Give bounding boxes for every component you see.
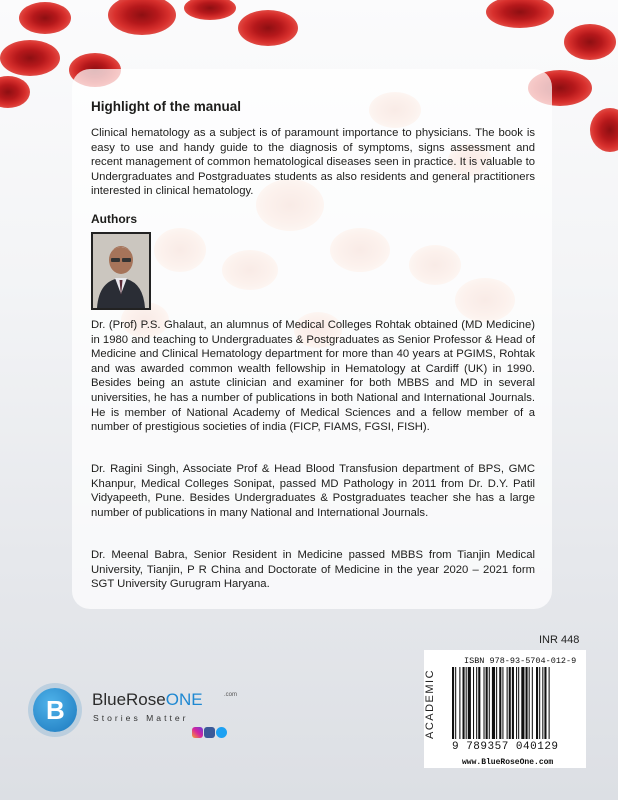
author-bio-babra: Dr. Meenal Babra, Senior Resident in Medicine passed MBBS from Tianjin Medical University, Tianjin, P R China and Doctorate of Medicine in the year 2020 – 2021 form SGT University Gurugram Haryana. [91,549,535,591]
author-bio-ghalaut: Dr. (Prof) P.S. Ghalaut, an alumnus of Medical Colleges Rohtak obtained (MD Medicine) in 1980 and teaching to Undergraduates & Postgraduates as Senior Professor & Head of Medicine and Clinical Hematology department for more than 40 years at PGIMS, Rohtak and was awarded common wealth fellowship in Hematology at Cardiff (UK) in 1990. Besides being an astute clinician and examiner for both MBBS and MD in several universities, he has a number of publications in both National and International Journals. He is member of National Academy of Medical Sciences and a fellow member of a number of prestigious societies of india (FICP, FIAMS, FGSI, FISH). [91,319,535,434]
social-icons [192,727,227,738]
twitter-icon[interactable] [216,727,227,738]
author-bio-singh: Dr. Ragini Singh, Associate Prof & Head Blood Transfusion department of BPS, GMC Khanpur, Medical Colleges Sonipat, passed MD Pathology in 2011 from Dr. D.Y. Patil Vidyapeeth, Pune. Besides Undergraduates & Postgraduates teacher she has a large number of publications in many National and International Journals. [91,463,535,519]
price-label: INR 448 [539,634,580,646]
publisher-domain-suffix: .com [224,692,238,698]
facebook-icon[interactable] [204,727,215,738]
highlight-heading: Highlight of the manual [91,99,241,114]
publisher-name-part1: BlueRose [92,690,166,709]
publisher-name-part2: ONE [165,690,203,709]
authors-heading: Authors [91,212,137,226]
author-photo [91,232,151,310]
instagram-icon[interactable] [192,727,203,738]
isbn-label: ISBN 978-93-5704-012-9 [464,656,577,666]
bluerose-logo-icon: B [33,688,77,732]
website-url: www.BlueRoseOne.com [462,758,554,767]
publisher-tagline: Stories Matter [93,713,189,723]
highlight-body: Clinical hematology as a subject is of paramount importance to physicians. The book is easy to use and handy guide to the diagnosis of symptoms, signs assessment and recent management of common hematological diseases seen in practice. It is valuable to Undergraduates and Postgraduates students as also residents and general practitioners interested in clinical hematology. [91,127,535,198]
isbn-digits: 9 789357 040129 [452,741,559,753]
publisher-name [92,690,203,710]
category-label: ACADEMIC [424,668,436,740]
barcode [452,667,580,739]
